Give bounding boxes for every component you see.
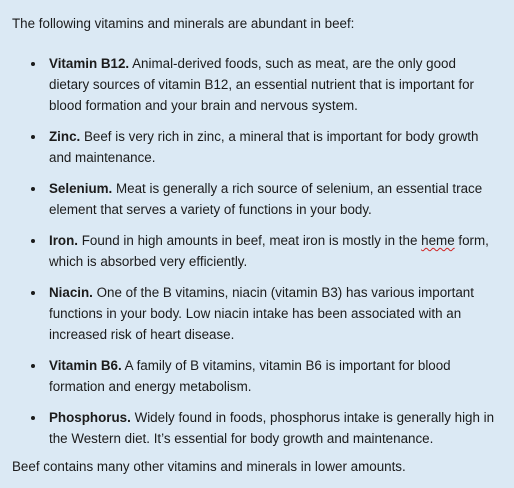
bullet-icon xyxy=(31,239,35,243)
list-item-vitamin-b12 xyxy=(0,53,499,116)
list-item-selenium xyxy=(0,178,499,220)
list-item-iron xyxy=(0,230,499,272)
bullet-icon xyxy=(31,416,35,420)
item-term: Niacin. xyxy=(49,285,93,300)
item-text: Widely found in foods, phosphorus intake is generally high in the Western diet. It’s essential for body growth and maintenance. xyxy=(49,410,495,446)
bullet-icon xyxy=(31,62,35,66)
list-item-vitamin-b6 xyxy=(0,355,499,397)
item-term: Vitamin B12. xyxy=(49,56,130,71)
intro-paragraph: The following vitamins and minerals are abundant in beef: xyxy=(12,16,355,31)
item-term: Iron. xyxy=(49,233,79,248)
item-term: Selenium. xyxy=(49,181,113,196)
item-text: Meat is generally a rich source of selenium, an essential trace element that serves a variety of functions in your body. xyxy=(49,181,483,217)
nutrient-list xyxy=(0,53,499,459)
spellcheck-flagged-word[interactable]: heme xyxy=(421,233,455,248)
item-term: Zinc. xyxy=(49,129,81,144)
item-term: Vitamin B6. xyxy=(49,358,122,373)
bullet-icon xyxy=(31,187,35,191)
item-text: Found in high amounts in beef, meat iron is mostly in the xyxy=(78,233,422,248)
list-item-niacin xyxy=(0,282,499,345)
bullet-icon xyxy=(31,291,35,295)
item-text: form, which is absorbed very efficiently. xyxy=(49,233,489,269)
item-text: Beef is very rich in zinc, a mineral that is important for body growth and maintenance. xyxy=(49,129,479,165)
outro-paragraph: Beef contains many other vitamins and minerals in lower amounts. xyxy=(12,459,406,474)
item-text: One of the B vitamins, niacin (vitamin B3) has various important functions in your body. Low niacin intake has been associated with an increased risk of heart disease. xyxy=(49,285,474,342)
item-term: Phosphorus. xyxy=(49,410,131,425)
bullet-icon xyxy=(31,135,35,139)
item-text: A family of B vitamins, vitamin B6 is important for blood formation and energy metabolism. xyxy=(49,358,451,394)
item-text: Animal-derived foods, such as meat, are the only good dietary sources of vitamin B12, an essential nutrient that is important for blood formation and your brain and nervous system. xyxy=(49,56,474,113)
list-item-zinc xyxy=(0,126,499,168)
list-item-phosphorus xyxy=(0,407,499,449)
bullet-icon xyxy=(31,364,35,368)
